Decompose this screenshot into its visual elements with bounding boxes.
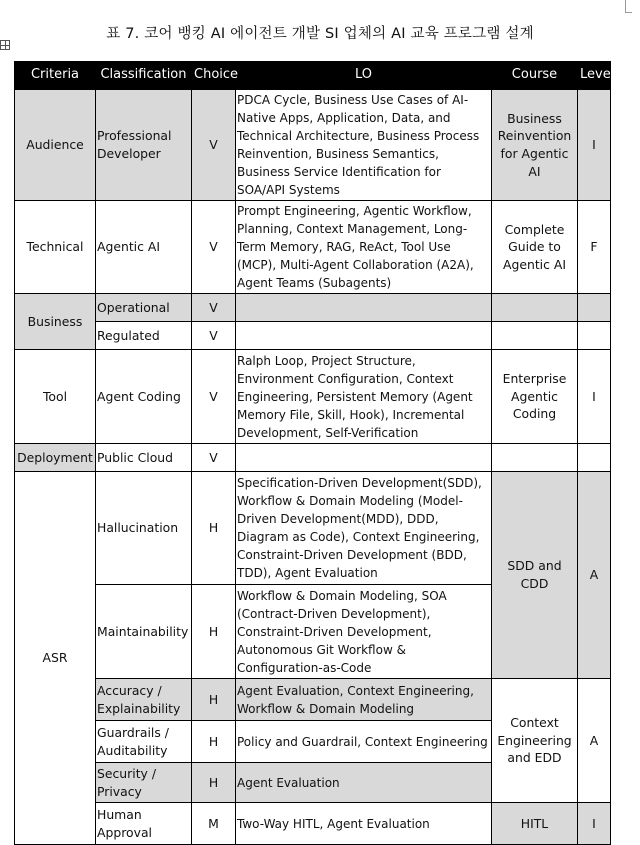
header-row xyxy=(15,62,611,90)
level-cell xyxy=(578,294,611,322)
table-row-asr-human-approval xyxy=(15,803,611,845)
classification-cell: Maintainability xyxy=(96,585,192,679)
level-cell xyxy=(578,322,611,350)
classification-cell: Public Cloud xyxy=(96,444,192,472)
course-cell: Business Reinvention for Agentic AI xyxy=(492,90,578,201)
classification-cell: Regulated xyxy=(96,322,192,350)
level-cell: I xyxy=(578,803,611,845)
lo-cell: Ralph Loop, Project Structure, Environment Configuration, Context Engineering, Persistent Memory (Agent Memory File, Skill, Hook), Incremental Development, Self-Verification xyxy=(236,350,492,444)
choice-cell: V xyxy=(192,90,236,201)
classification-cell: Guardrails / Auditability xyxy=(96,721,192,763)
level-cell xyxy=(578,444,611,472)
choice-cell: V xyxy=(192,201,236,294)
choice-cell: H xyxy=(192,585,236,679)
choice-cell: V xyxy=(192,322,236,350)
criteria-cell: Tool xyxy=(15,350,96,444)
header-level: Level xyxy=(578,62,611,90)
table-row-tool xyxy=(15,350,611,444)
classification-cell: Professional Developer xyxy=(96,90,192,201)
choice-cell: V xyxy=(192,444,236,472)
level-cell: I xyxy=(578,350,611,444)
level-cell: F xyxy=(578,201,611,294)
course-cell xyxy=(492,294,578,322)
course-cell: SDD and CDD xyxy=(492,472,578,679)
lo-cell xyxy=(236,294,492,322)
course-cell: Complete Guide to Agentic AI xyxy=(492,201,578,294)
header-course: Course xyxy=(492,62,578,90)
criteria-cell: Business xyxy=(15,294,96,350)
classification-cell: Security / Privacy xyxy=(96,763,192,803)
table-move-handle-icon[interactable] xyxy=(0,40,10,50)
choice-cell: H xyxy=(192,763,236,803)
classification-cell: Agentic AI xyxy=(96,201,192,294)
lo-cell: Prompt Engineering, Agentic Workflow, Planning, Context Management, Long-Term Memory, RAG, ReAct, Tool Use (MCP), Multi-Agent Collaboration (A2A), Agent Teams (Subagents) xyxy=(236,201,492,294)
lo-cell: PDCA Cycle, Business Use Cases of AI-Native Apps, Application, Data, and Technical Architecture, Business Process Reinvention, Business Semantics, Business Service Identification for SOA/API Systems xyxy=(236,90,492,201)
lo-cell: Agent Evaluation xyxy=(236,763,492,803)
header-choice: Choice xyxy=(192,62,236,90)
level-cell: I xyxy=(578,90,611,201)
table-row-deployment xyxy=(15,444,611,472)
table-row-audience xyxy=(15,90,611,201)
ai-education-program-table xyxy=(14,61,615,845)
choice-cell: H xyxy=(192,721,236,763)
classification-cell: Agent Coding xyxy=(96,350,192,444)
header-classification: Classification xyxy=(96,62,192,90)
criteria-cell: Deployment xyxy=(15,444,96,472)
table-row-business-regulated xyxy=(15,322,611,350)
lo-cell: Two-Way HITL, Agent Evaluation xyxy=(236,803,492,845)
lo-cell: Policy and Guardrail, Context Engineering xyxy=(236,721,492,763)
choice-cell: V xyxy=(192,350,236,444)
criteria-cell: Audience xyxy=(15,90,96,201)
corner-mark xyxy=(625,0,632,13)
choice-cell: H xyxy=(192,679,236,721)
table-row-technical xyxy=(15,201,611,294)
table-caption: 표 7. 코어 뱅킹 AI 에이전트 개발 SI 업체의 AI 교육 프로그램 설계 xyxy=(106,26,534,42)
course-cell: HITL xyxy=(492,803,578,845)
classification-cell: Accuracy / Explainability xyxy=(96,679,192,721)
choice-cell: H xyxy=(192,472,236,585)
criteria-cell: ASR xyxy=(15,472,96,845)
lo-cell: Workflow & Domain Modeling, SOA (Contract-Driven Development), Constraint-Driven Development, Autonomous Git Workflow & Configuration-as-Code xyxy=(236,585,492,679)
lo-cell xyxy=(236,322,492,350)
table-row-asr-accuracy xyxy=(15,679,611,721)
level-cell: A xyxy=(578,679,611,803)
choice-cell: M xyxy=(192,803,236,845)
lo-cell: Specification-Driven Development(SDD), Workflow & Domain Modeling (Model-Driven Development(MDD), DDD, Diagram as Code), Context Engineering, Constraint-Driven Development (BDD, TDD), Agent Evaluation xyxy=(236,472,492,585)
lo-cell: Agent Evaluation, Context Engineering, Workflow & Domain Modeling xyxy=(236,679,492,721)
course-cell: Enterprise Agentic Coding xyxy=(492,350,578,444)
course-cell xyxy=(492,322,578,350)
course-cell xyxy=(492,444,578,472)
classification-cell: Operational xyxy=(96,294,192,322)
header-criteria: Criteria xyxy=(15,62,96,90)
course-cell: Context Engineering and EDD xyxy=(492,679,578,803)
table-row-business-operational xyxy=(15,294,611,322)
level-cell: A xyxy=(578,472,611,679)
lo-cell xyxy=(236,444,492,472)
classification-cell: Hallucination xyxy=(96,472,192,585)
table-row-asr-hallucination xyxy=(15,472,611,585)
choice-cell: V xyxy=(192,294,236,322)
classification-cell: Human Approval xyxy=(96,803,192,845)
header-lo: LO xyxy=(236,62,492,90)
criteria-cell: Technical xyxy=(15,201,96,294)
